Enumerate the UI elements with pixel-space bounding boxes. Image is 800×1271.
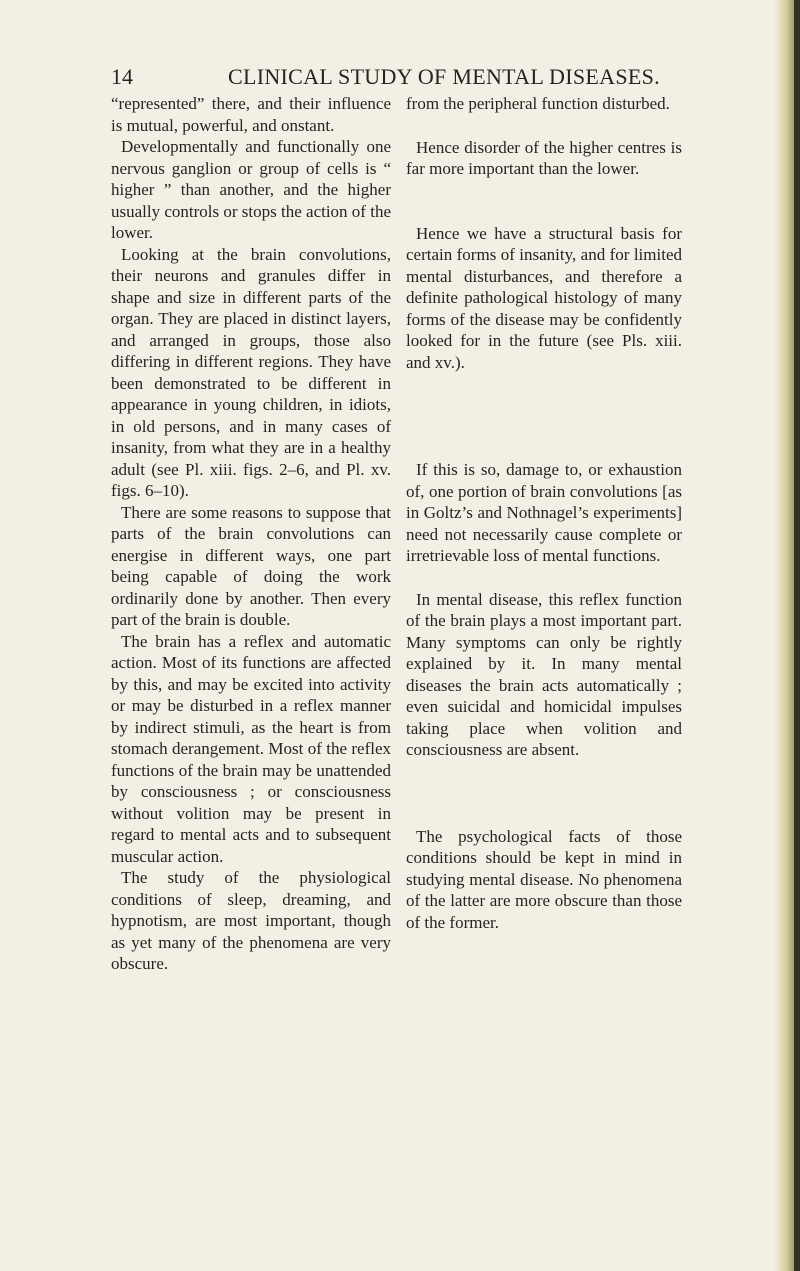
page-header (0, 64, 800, 92)
running-title: CLINICAL STUDY OF MENTAL DISEASES. (228, 64, 660, 89)
left-paragraph: There are some reasons to suppose that parts of the brain convolutions can energise in different ways, one part being capable of doing the work ordinarily done by another. Then every part of the brain is double. (111, 502, 391, 629)
right-paragraph: Hence disorder of the higher centres is far more important than the lower. (406, 137, 682, 178)
page-binding-edge (794, 0, 800, 1271)
right-paragraph: In mental disease, this reflex function of the brain plays a most important part. Many symptoms can only be rightly explained by it. In many mental diseases the brain acts automatically ; even suicidal and homicidal impulses taking place when volition and consciousness are absent. (406, 589, 682, 759)
left-column (111, 93, 391, 975)
right-column (406, 93, 682, 933)
right-paragraph: If this is so, damage to, or exhaustion of, one portion of brain convolutions [as in Goltz’s and Nothnagel’s experiments] need not necessarily cause complete or irretrievable loss of mental functions. (406, 460, 682, 565)
right-paragraph: from the peripheral function disturbed. (406, 94, 670, 113)
left-paragraph: Looking at the brain convolutions, their neurons and granules differ in shape and size in different parts of the organ. They are placed in distinct layers, and arranged in groups, those also differing in different regions. They have been demonstrated to be different in appearance in young children, in idiots, in old persons, and in many cases of insanity, from what they are in a healthy adult (see Pl. xiii. figs. 2–6, and Pl. xv. figs. 6–10). (111, 244, 391, 500)
right-paragraph: Hence we have a structural basis for certain forms of insanity, and for limited mental disturbances, and therefore a definite pathological histology of many forms of the disease may be confidently looked for in the future (see Pls. xiii. and xv.). (406, 223, 682, 372)
left-paragraph: “represented” there, and their influence is mutual, powerful, and onstant. (111, 94, 391, 135)
left-paragraph: The study of the physiological conditions of sleep, dreaming, and hypnotism, are most important, though as yet many of the phenomena are very obscure. (111, 868, 391, 973)
page-number: 14 (111, 64, 133, 89)
left-paragraph: The brain has a reflex and automatic action. Most of its functions are affected by this, and may be excited into activity or may be disturbed in a reflex manner by indirect stimuli, as the heart is from stomach derangement. Most of the reflex functions of the brain may be unattended by consciousness ; or consciousness without volition may be present in regard to mental acts and to subsequent muscular action. (111, 631, 391, 866)
right-paragraph: The psychological facts of those conditions should be kept in mind in studying mental disease. No phenomena of the latter are more obscure than those of the former. (406, 826, 682, 932)
left-paragraph: Developmentally and functionally one nervous ganglion or group of cells is “ higher ” than another, and the higher usually controls or stops the action of the lower. (111, 137, 391, 242)
